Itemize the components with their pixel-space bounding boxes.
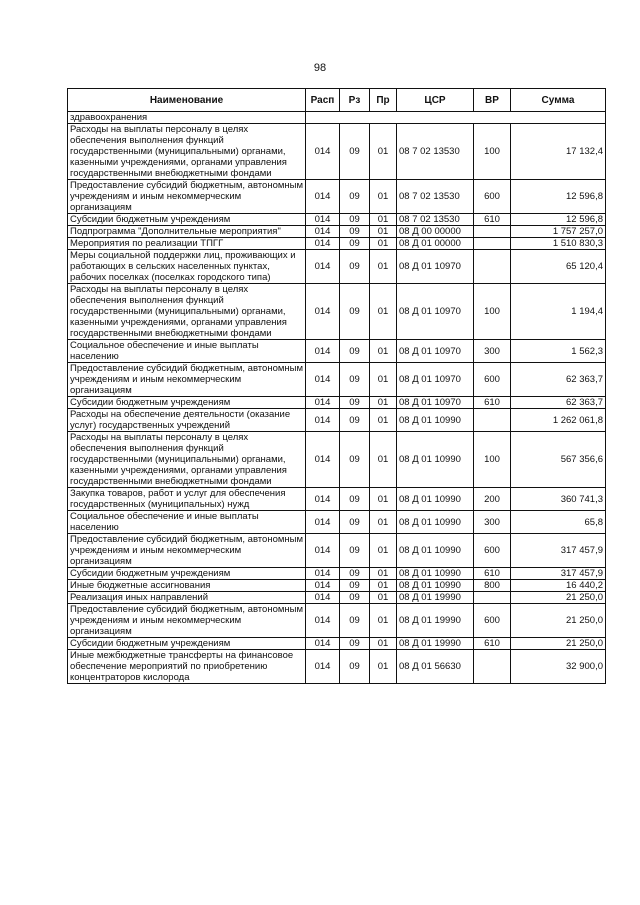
cell-csr: 08 Д 01 10990 <box>397 488 474 511</box>
cell-vr: 300 <box>474 511 511 534</box>
cell-csr: 08 Д 01 56630 <box>397 650 474 684</box>
cell-csr: 08 Д 01 10990 <box>397 568 474 580</box>
cell-rz: 09 <box>340 650 370 684</box>
cell-vr: 610 <box>474 568 511 580</box>
cell-rasp: 014 <box>306 432 340 488</box>
cell-pr: 01 <box>370 238 397 250</box>
cell-rz: 09 <box>340 214 370 226</box>
cell-pr: 01 <box>370 650 397 684</box>
header-name: Наименование <box>68 89 306 112</box>
cell-rz: 09 <box>340 363 370 397</box>
header-pr: Пр <box>370 89 397 112</box>
cell-csr: 08 Д 01 10990 <box>397 511 474 534</box>
cell-csr: 08 Д 01 19990 <box>397 592 474 604</box>
cell-pr: 01 <box>370 580 397 592</box>
cell-name: Субсидии бюджетным учреждениям <box>68 638 306 650</box>
cell-csr: 08 Д 00 00000 <box>397 226 474 238</box>
cell-pr: 01 <box>370 226 397 238</box>
cell-vr: 610 <box>474 638 511 650</box>
cell-sum: 317 457,9 <box>511 568 606 580</box>
continuation-row <box>68 112 606 124</box>
table-row <box>68 638 606 650</box>
table-row <box>68 604 606 638</box>
cell-rasp: 014 <box>306 488 340 511</box>
table-row <box>68 214 606 226</box>
continuation-empty <box>306 112 606 124</box>
cell-sum: 317 457,9 <box>511 534 606 568</box>
cell-rz: 09 <box>340 409 370 432</box>
table-row <box>68 511 606 534</box>
table-row <box>68 488 606 511</box>
table-row <box>68 409 606 432</box>
cell-pr: 01 <box>370 534 397 568</box>
cell-sum: 21 250,0 <box>511 592 606 604</box>
cell-rz: 09 <box>340 284 370 340</box>
cell-rasp: 014 <box>306 604 340 638</box>
cell-csr: 08 7 02 13530 <box>397 124 474 180</box>
table-row <box>68 284 606 340</box>
cell-sum: 1 757 257,0 <box>511 226 606 238</box>
header-rz: Рз <box>340 89 370 112</box>
cell-name: Реализация иных направлений <box>68 592 306 604</box>
cell-sum: 62 363,7 <box>511 397 606 409</box>
cell-name: Субсидии бюджетным учреждениям <box>68 568 306 580</box>
cell-sum: 32 900,0 <box>511 650 606 684</box>
header-rasp: Расп <box>306 89 340 112</box>
cell-rasp: 014 <box>306 638 340 650</box>
cell-vr: 100 <box>474 432 511 488</box>
cell-name: Расходы на выплаты персоналу в целях обеспечения выполнения функций государственными (муниципальными) органами, казенными учреждениями, органами управления государственными внебюджетными фондами <box>68 284 306 340</box>
cell-pr: 01 <box>370 250 397 284</box>
cell-vr: 800 <box>474 580 511 592</box>
table-row <box>68 592 606 604</box>
header-vr: ВР <box>474 89 511 112</box>
cell-vr: 300 <box>474 340 511 363</box>
cell-sum: 65,8 <box>511 511 606 534</box>
cell-name: Расходы на обеспечение деятельности (оказание услуг) государственных учреждений <box>68 409 306 432</box>
cell-vr: 610 <box>474 397 511 409</box>
table-row <box>68 432 606 488</box>
cell-sum: 21 250,0 <box>511 638 606 650</box>
table-row <box>68 238 606 250</box>
table-row <box>68 580 606 592</box>
cell-pr: 01 <box>370 214 397 226</box>
cell-rasp: 014 <box>306 238 340 250</box>
cell-rasp: 014 <box>306 397 340 409</box>
header-sum: Сумма <box>511 89 606 112</box>
cell-sum: 62 363,7 <box>511 363 606 397</box>
cell-vr: 100 <box>474 124 511 180</box>
budget-table <box>67 88 606 684</box>
cell-name: Предоставление субсидий бюджетным, автономным учреждениям и иным некоммерческим организациям <box>68 180 306 214</box>
cell-csr: 08 Д 01 10990 <box>397 432 474 488</box>
cell-name: Мероприятия по реализации ТПГГ <box>68 238 306 250</box>
cell-rz: 09 <box>340 488 370 511</box>
cell-csr: 08 Д 01 10970 <box>397 340 474 363</box>
cell-sum: 360 741,3 <box>511 488 606 511</box>
cell-name: Социальное обеспечение и иные выплаты населению <box>68 511 306 534</box>
cell-name: Предоставление субсидий бюджетным, автономным учреждениям и иным некоммерческим организациям <box>68 363 306 397</box>
cell-pr: 01 <box>370 604 397 638</box>
cell-name: Иные бюджетные ассигнования <box>68 580 306 592</box>
cell-pr: 01 <box>370 409 397 432</box>
cell-csr: 08 Д 01 00000 <box>397 238 474 250</box>
cell-rasp: 014 <box>306 592 340 604</box>
cell-vr <box>474 226 511 238</box>
cell-pr: 01 <box>370 124 397 180</box>
cell-vr <box>474 409 511 432</box>
cell-rasp: 014 <box>306 214 340 226</box>
cell-name: Расходы на выплаты персоналу в целях обеспечения выполнения функций государственными (муниципальными) органами, казенными учреждениями, органами управления государственными внебюджетными фондами <box>68 432 306 488</box>
cell-pr: 01 <box>370 568 397 580</box>
cell-name: Социальное обеспечение и иные выплаты населению <box>68 340 306 363</box>
continuation-text: здравоохранения <box>68 112 306 124</box>
cell-rz: 09 <box>340 592 370 604</box>
cell-name: Субсидии бюджетным учреждениям <box>68 397 306 409</box>
cell-csr: 08 Д 01 10970 <box>397 284 474 340</box>
cell-sum: 65 120,4 <box>511 250 606 284</box>
cell-rasp: 014 <box>306 409 340 432</box>
cell-rz: 09 <box>340 250 370 284</box>
cell-pr: 01 <box>370 432 397 488</box>
cell-name: Предоставление субсидий бюджетным, автономным учреждениям и иным некоммерческим организациям <box>68 604 306 638</box>
cell-vr: 600 <box>474 534 511 568</box>
cell-csr: 08 Д 01 10970 <box>397 250 474 284</box>
cell-vr: 600 <box>474 604 511 638</box>
cell-sum: 567 356,6 <box>511 432 606 488</box>
header-csr: ЦСР <box>397 89 474 112</box>
cell-rz: 09 <box>340 534 370 568</box>
cell-vr <box>474 238 511 250</box>
table-row <box>68 534 606 568</box>
cell-rz: 09 <box>340 580 370 592</box>
cell-rz: 09 <box>340 397 370 409</box>
cell-rasp: 014 <box>306 226 340 238</box>
cell-rasp: 014 <box>306 534 340 568</box>
cell-vr <box>474 250 511 284</box>
cell-csr: 08 Д 01 10990 <box>397 580 474 592</box>
cell-sum: 17 132,4 <box>511 124 606 180</box>
cell-name: Меры социальной поддержки лиц, проживающих и работающих в сельских населенных пунктах, рабочих поселках (поселках городского типа) <box>68 250 306 284</box>
cell-csr: 08 Д 01 10990 <box>397 409 474 432</box>
table-row <box>68 568 606 580</box>
table-row <box>68 340 606 363</box>
cell-pr: 01 <box>370 397 397 409</box>
table-row <box>68 250 606 284</box>
cell-name: Расходы на выплаты персоналу в целях обеспечения выполнения функций государственными (муниципальными) органами, казенными учреждениями, органами управления государственными внебюджетными фондами <box>68 124 306 180</box>
cell-sum: 12 596,8 <box>511 180 606 214</box>
cell-sum: 1 510 830,3 <box>511 238 606 250</box>
cell-rz: 09 <box>340 511 370 534</box>
cell-rz: 09 <box>340 568 370 580</box>
cell-rasp: 014 <box>306 284 340 340</box>
cell-rz: 09 <box>340 432 370 488</box>
cell-vr: 600 <box>474 180 511 214</box>
cell-rasp: 014 <box>306 568 340 580</box>
cell-rasp: 014 <box>306 511 340 534</box>
cell-rasp: 014 <box>306 363 340 397</box>
cell-sum: 16 440,2 <box>511 580 606 592</box>
cell-sum: 12 596,8 <box>511 214 606 226</box>
table-row <box>68 650 606 684</box>
cell-pr: 01 <box>370 638 397 650</box>
cell-rz: 09 <box>340 340 370 363</box>
cell-sum: 1 194,4 <box>511 284 606 340</box>
cell-rasp: 014 <box>306 650 340 684</box>
cell-pr: 01 <box>370 488 397 511</box>
table-row <box>68 124 606 180</box>
cell-pr: 01 <box>370 284 397 340</box>
cell-vr <box>474 650 511 684</box>
cell-pr: 01 <box>370 340 397 363</box>
cell-csr: 08 Д 01 10970 <box>397 363 474 397</box>
cell-vr: 200 <box>474 488 511 511</box>
cell-rasp: 014 <box>306 180 340 214</box>
cell-name: Иные межбюджетные трансферты на финансовое обеспечение мероприятий по приобретению концентраторов кислорода <box>68 650 306 684</box>
table-row <box>68 397 606 409</box>
cell-rasp: 014 <box>306 124 340 180</box>
cell-vr: 100 <box>474 284 511 340</box>
table-row <box>68 363 606 397</box>
cell-rasp: 014 <box>306 340 340 363</box>
cell-csr: 08 7 02 13530 <box>397 214 474 226</box>
page-number: 98 <box>313 62 327 74</box>
cell-pr: 01 <box>370 363 397 397</box>
cell-rz: 09 <box>340 638 370 650</box>
cell-csr: 08 Д 01 19990 <box>397 638 474 650</box>
cell-vr <box>474 592 511 604</box>
cell-vr: 600 <box>474 363 511 397</box>
cell-pr: 01 <box>370 511 397 534</box>
table-row <box>68 226 606 238</box>
cell-rz: 09 <box>340 180 370 214</box>
cell-name: Подпрограмма "Дополнительные мероприятия" <box>68 226 306 238</box>
cell-sum: 1 262 061,8 <box>511 409 606 432</box>
cell-rasp: 014 <box>306 580 340 592</box>
table-row <box>68 180 606 214</box>
cell-csr: 08 Д 01 10990 <box>397 534 474 568</box>
cell-name: Предоставление субсидий бюджетным, автономным учреждениям и иным некоммерческим организациям <box>68 534 306 568</box>
cell-csr: 08 Д 01 19990 <box>397 604 474 638</box>
cell-rasp: 014 <box>306 250 340 284</box>
cell-pr: 01 <box>370 180 397 214</box>
cell-name: Закупка товаров, работ и услуг для обеспечения государственных (муниципальных) нужд <box>68 488 306 511</box>
cell-rz: 09 <box>340 238 370 250</box>
cell-pr: 01 <box>370 592 397 604</box>
cell-rz: 09 <box>340 604 370 638</box>
cell-rz: 09 <box>340 226 370 238</box>
table-header-row <box>68 89 606 112</box>
cell-sum: 21 250,0 <box>511 604 606 638</box>
cell-name: Субсидии бюджетным учреждениям <box>68 214 306 226</box>
cell-vr: 610 <box>474 214 511 226</box>
cell-csr: 08 Д 01 10970 <box>397 397 474 409</box>
cell-csr: 08 7 02 13530 <box>397 180 474 214</box>
cell-sum: 1 562,3 <box>511 340 606 363</box>
cell-rz: 09 <box>340 124 370 180</box>
